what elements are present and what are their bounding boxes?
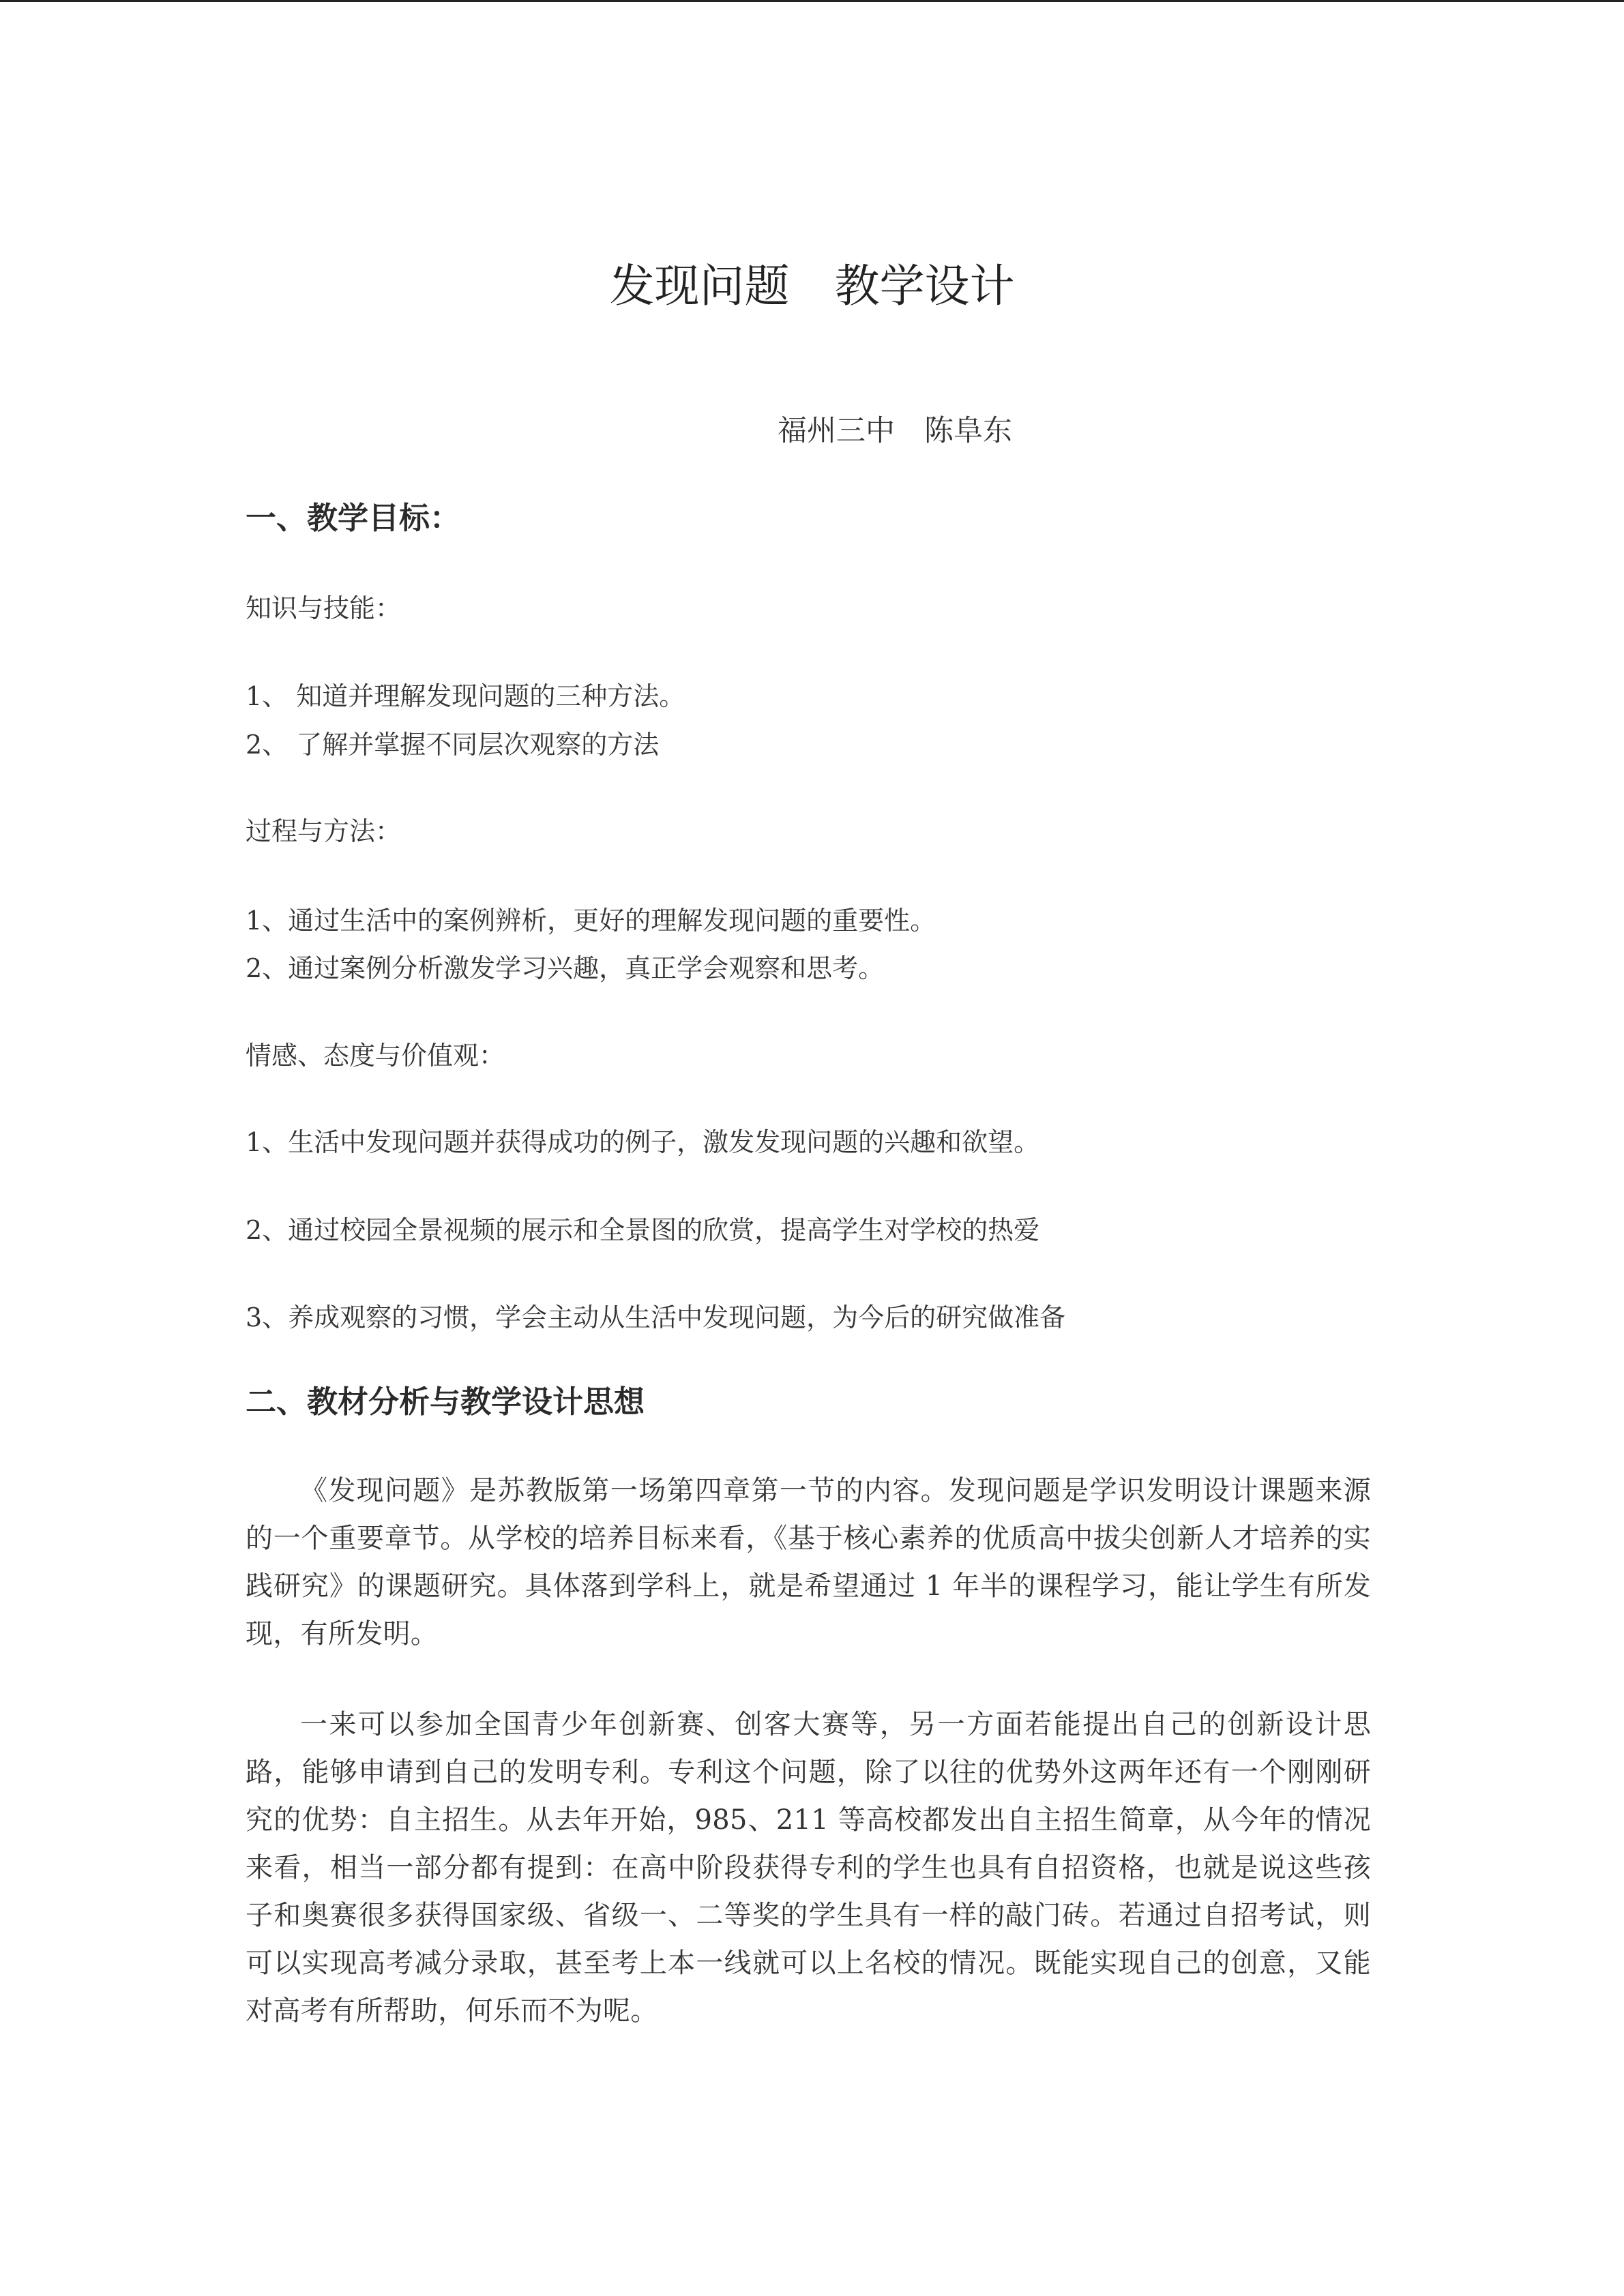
page-top-border (0, 0, 1624, 2)
emotion-attitude-label: 情感、态度与价值观： (246, 1041, 505, 1071)
author-line: 福州三中 陈阜东 (778, 414, 1012, 448)
knowledge-item-1: 1、 知道并理解发现问题的三种方法。 (246, 681, 685, 711)
analysis-paragraph-2: 一来可以参加全国青少年创新赛、创客大赛等，另一方面若能提出自己的创新设计思路，能够申请到自己的发明专利。专利这个问题，除了以往的优势外这两年还有一个刚刚研究的优势：自主招生。从去年开始，985、211 等高校都发出自主招生简章，从今年的情况来看，相当一部分都有提到：在高中阶段获得专利的学生也具有自招资格，也就是说这些孩子和奥赛很多获得国家级、省级一、二等奖的学生具有一样的敲门砖。若通过自招考试，则可以实现高考减分录取，甚至考上本一线就可以上名校的情况。既能实现自己的创意，又能对高考有所帮助，何乐而不为呢。 (246, 1709, 1371, 2027)
document-title: 发现问题 教学设计 (609, 260, 1015, 312)
emotion-item-1: 1、生活中发现问题并获得成功的例子，激发发现问题的兴趣和欲望。 (246, 1127, 1040, 1157)
process-item-2: 2、通过案例分析激发学习兴趣，真正学会观察和思考。 (246, 953, 885, 983)
analysis-paragraph-1: 《发现问题》是苏教版第一场第四章第一节的内容。发现问题是学识发明设计课题来源的一个重要章节。从学校的培养目标来看，《基于核心素养的优质高中拔尖创新人才培养的实践研究》的课题研究。具体落到学科上，就是希望通过 1 年半的课程学习，能让学生有所发现，有所发明。 (246, 1475, 1371, 1650)
emotion-item-3: 3、养成观察的习惯，学会主动从生活中发现问题，为今后的研究做准备 (246, 1302, 1066, 1332)
section-2-heading: 二、教材分析与教学设计思想 (246, 1384, 645, 1420)
process-method-label: 过程与方法： (246, 816, 402, 846)
process-item-1: 1、通过生活中的案例辨析，更好的理解发现问题的重要性。 (246, 906, 936, 936)
knowledge-skills-label: 知识与技能： (246, 593, 402, 623)
section-1-heading: 一、教学目标： (246, 500, 461, 536)
knowledge-item-2: 2、 了解并掌握不同层次观察的方法 (246, 730, 660, 760)
emotion-item-2: 2、通过校园全景视频的展示和全景图的欣赏，提高学生对学校的热爱 (246, 1215, 1040, 1245)
